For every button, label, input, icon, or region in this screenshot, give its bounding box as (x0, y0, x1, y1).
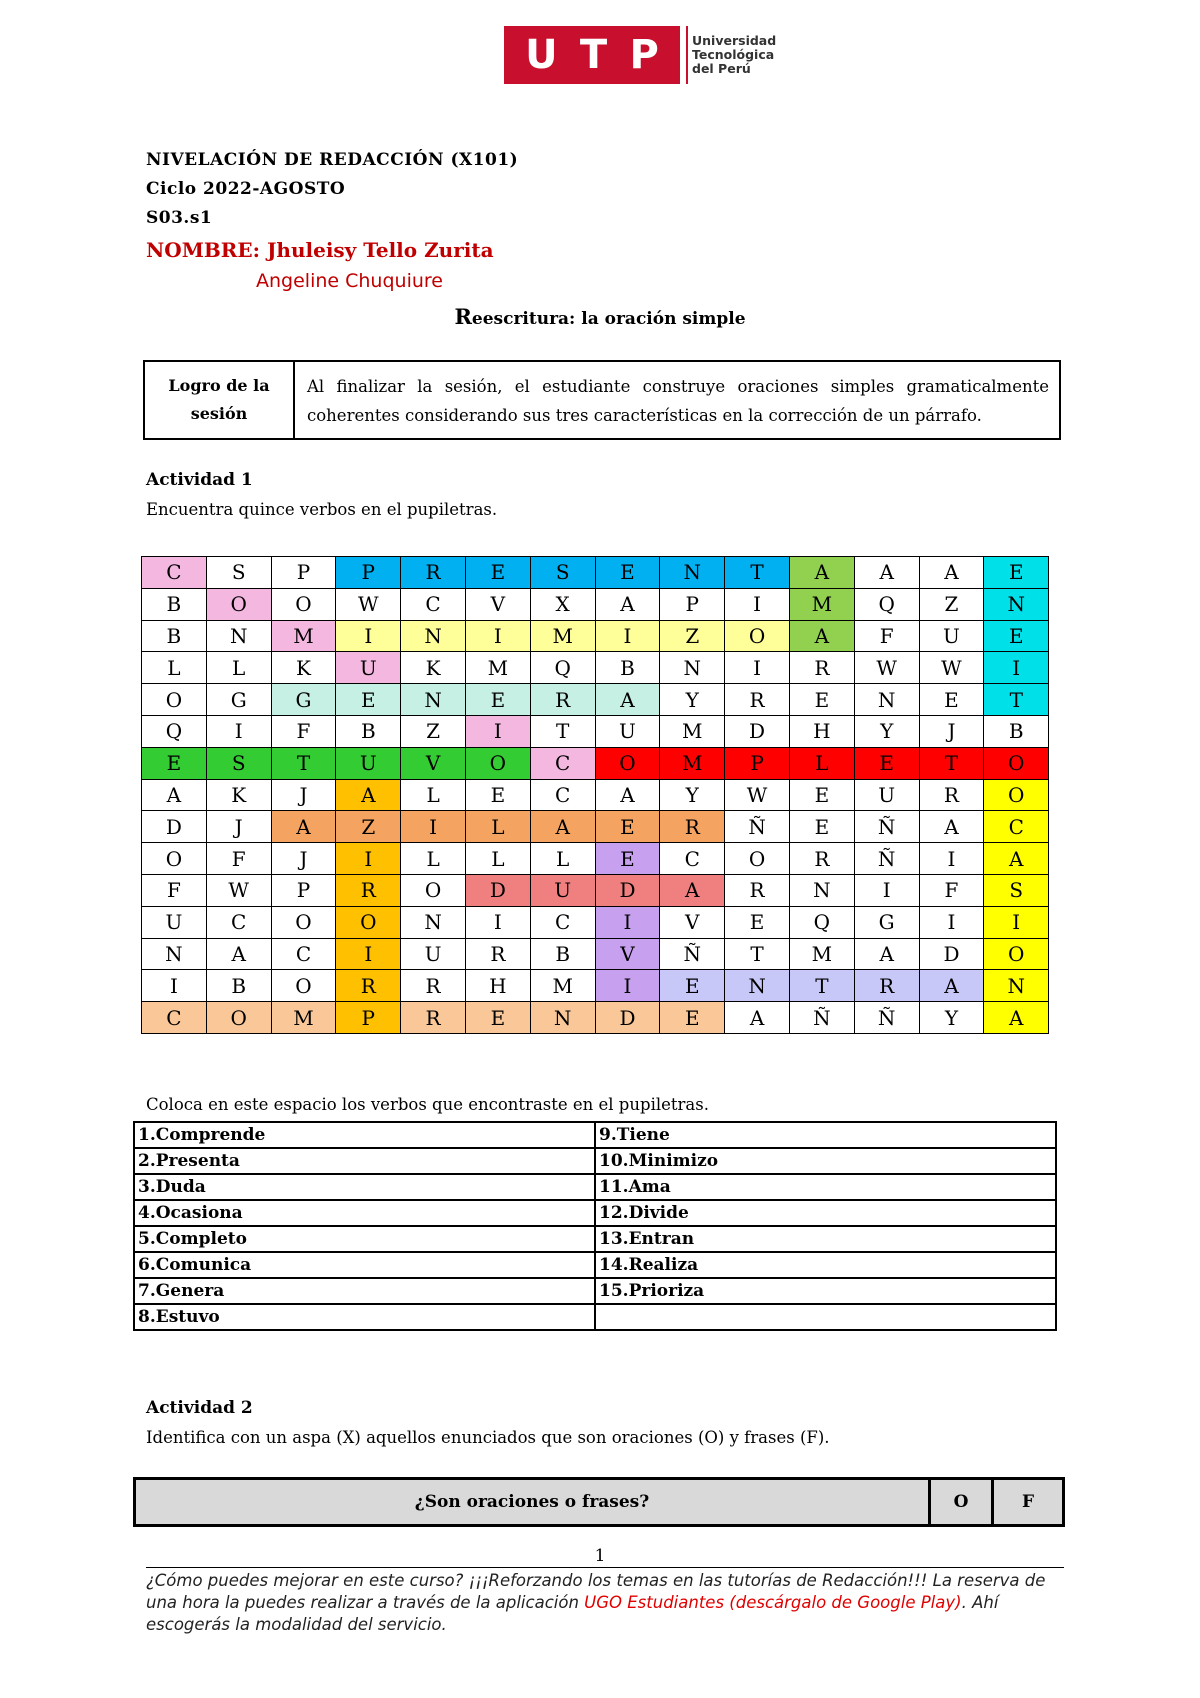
grid-cell: U (336, 747, 401, 779)
grid-cell: T (725, 557, 790, 589)
grid-cell: A (660, 874, 725, 906)
grid-cell: E (595, 811, 660, 843)
grid-cell: A (142, 779, 207, 811)
verbs-row (134, 1174, 1056, 1200)
grid-cell: T (271, 747, 336, 779)
utp-logo-text: Universidad Tecnológica del Perú (692, 33, 777, 76)
grid-cell: C (984, 811, 1049, 843)
verb-cell: 3.Duda (134, 1174, 595, 1200)
grid-row (142, 1002, 1049, 1034)
grid-row (142, 843, 1049, 875)
activity-1-title: Actividad 1 (146, 470, 253, 490)
grid-cell: R (336, 874, 401, 906)
grid-cell: Ñ (789, 1002, 854, 1034)
grid-cell: D (465, 874, 530, 906)
grid-cell: Q (142, 715, 207, 747)
grid-cell: O (271, 970, 336, 1002)
verb-cell: 7.Genera (134, 1278, 595, 1304)
grid-row (142, 684, 1049, 716)
grid-cell: R (789, 652, 854, 684)
logro-text: Al finalizar la sesión, el estudiante construye oraciones simples gramaticalmente coherentes considerando sus tres características en la corrección de un párrafo. (307, 377, 1049, 425)
grid-cell: B (984, 715, 1049, 747)
grid-cell: O (142, 684, 207, 716)
grid-row (142, 652, 1049, 684)
grid-cell: T (530, 715, 595, 747)
grid-cell: M (660, 747, 725, 779)
grid-cell: D (142, 811, 207, 843)
grid-cell: Z (660, 620, 725, 652)
grid-cell: H (789, 715, 854, 747)
grid-cell: P (336, 1002, 401, 1034)
grid-cell: R (854, 970, 919, 1002)
grid-cell: N (984, 588, 1049, 620)
word-search-grid (141, 556, 1049, 1034)
grid-cell: E (789, 779, 854, 811)
grid-cell: V (595, 938, 660, 970)
grid-cell: W (919, 652, 984, 684)
grid-cell: C (401, 588, 466, 620)
grid-cell: N (984, 970, 1049, 1002)
grid-cell: B (142, 588, 207, 620)
verb-cell: 12.Divide (595, 1200, 1056, 1226)
footer-note: ¿Cómo puedes mejorar en este curso? ¡¡¡Reforzando los temas en las tutorías de Redacción!!! La reserva de una hora la puedes realizar a través de la aplicación UGO Estudiantes (descárgalo de Google Play). Ahí escogerás la modalidad del servicio. (146, 1567, 1064, 1636)
grid-cell: U (336, 652, 401, 684)
grid-cell: E (984, 620, 1049, 652)
grid-cell: G (206, 684, 271, 716)
grid-cell: R (465, 938, 530, 970)
grid-cell: B (142, 620, 207, 652)
grid-cell: S (530, 557, 595, 589)
grid-cell: N (530, 1002, 595, 1034)
grid-cell: D (595, 874, 660, 906)
grid-cell: R (660, 811, 725, 843)
grid-cell: I (595, 906, 660, 938)
verb-cell: 10.Minimizo (595, 1148, 1056, 1174)
grid-cell: E (465, 1002, 530, 1034)
grid-cell: C (142, 1002, 207, 1034)
verb-cell (595, 1304, 1056, 1330)
app-name: UGO Estudiantes (descárgalo de Google Play) (584, 1593, 962, 1612)
grid-cell: H (465, 970, 530, 1002)
grid-cell: M (789, 588, 854, 620)
grid-cell: G (854, 906, 919, 938)
grid-cell: R (530, 684, 595, 716)
grid-cell: K (206, 779, 271, 811)
grid-cell: A (919, 970, 984, 1002)
grid-cell: L (465, 811, 530, 843)
grid-cell: E (595, 843, 660, 875)
grid-cell: N (725, 970, 790, 1002)
grid-cell: O (465, 747, 530, 779)
grid-cell: Y (919, 1002, 984, 1034)
grid-cell: W (854, 652, 919, 684)
grid-cell: C (530, 747, 595, 779)
verb-cell: 13.Entran (595, 1226, 1056, 1252)
grid-cell: S (984, 874, 1049, 906)
grid-row (142, 588, 1049, 620)
grid-cell: I (465, 715, 530, 747)
grid-cell: M (789, 938, 854, 970)
grid-cell: O (725, 620, 790, 652)
grid-cell: E (919, 684, 984, 716)
column-f-header: F (991, 1480, 1062, 1524)
student-name-2: Angeline Chuquiure (256, 270, 443, 292)
grid-cell: A (789, 557, 854, 589)
grid-cell: K (401, 652, 466, 684)
grid-row (142, 970, 1049, 1002)
grid-cell: A (530, 811, 595, 843)
grid-cell: M (271, 620, 336, 652)
verb-cell: 9.Tiene (595, 1122, 1056, 1148)
grid-cell: Ñ (854, 843, 919, 875)
grid-cell: N (660, 652, 725, 684)
grid-cell: N (789, 874, 854, 906)
verb-cell: 11.Ama (595, 1174, 1056, 1200)
grid-cell: I (206, 715, 271, 747)
grid-cell: T (984, 684, 1049, 716)
grid-cell: C (142, 557, 207, 589)
grid-cell: I (336, 938, 401, 970)
grid-cell: Y (660, 779, 725, 811)
grid-cell: L (401, 779, 466, 811)
grid-cell: F (142, 874, 207, 906)
grid-cell: E (142, 747, 207, 779)
grid-cell: I (465, 906, 530, 938)
grid-cell: N (854, 684, 919, 716)
grid-row (142, 779, 1049, 811)
grid-cell: I (919, 843, 984, 875)
grid-cell: U (142, 906, 207, 938)
grid-cell: S (206, 747, 271, 779)
grid-cell: E (465, 557, 530, 589)
grid-cell: N (660, 557, 725, 589)
grid-cell: I (142, 970, 207, 1002)
grid-cell: O (142, 843, 207, 875)
grid-cell: B (336, 715, 401, 747)
grid-row (142, 874, 1049, 906)
grid-cell: P (660, 588, 725, 620)
grid-cell: R (725, 874, 790, 906)
grid-cell: N (401, 906, 466, 938)
verb-cell: 15.Prioriza (595, 1278, 1056, 1304)
column-o-header: O (928, 1480, 991, 1524)
grid-cell: F (854, 620, 919, 652)
activity-2-instruction: Identifica con un aspa (X) aquellos enunciados que son oraciones (O) y frases (F). (146, 1428, 830, 1447)
grid-cell: Y (854, 715, 919, 747)
grid-cell: E (465, 684, 530, 716)
grid-cell: C (660, 843, 725, 875)
grid-cell: L (465, 843, 530, 875)
grid-cell: K (271, 652, 336, 684)
grid-cell: B (206, 970, 271, 1002)
grid-cell: P (271, 557, 336, 589)
verb-cell: 1.Comprende (134, 1122, 595, 1148)
grid-cell: U (401, 938, 466, 970)
grid-cell: A (854, 557, 919, 589)
grid-cell: Q (530, 652, 595, 684)
grid-cell: E (854, 747, 919, 779)
grid-row (142, 938, 1049, 970)
grid-cell: Z (919, 588, 984, 620)
grid-cell: X (530, 588, 595, 620)
verbs-row (134, 1252, 1056, 1278)
grid-cell: A (206, 938, 271, 970)
grid-cell: Z (336, 811, 401, 843)
table-header-question: ¿Son oraciones o frases? (414, 1492, 650, 1512)
grid-cell: O (595, 747, 660, 779)
grid-cell: U (854, 779, 919, 811)
grid-cell: I (336, 843, 401, 875)
grid-cell: O (271, 906, 336, 938)
grid-cell: I (336, 620, 401, 652)
grid-cell: J (271, 779, 336, 811)
grid-cell: I (854, 874, 919, 906)
grid-cell: E (336, 684, 401, 716)
grid-cell: A (271, 811, 336, 843)
verbs-row (134, 1148, 1056, 1174)
grid-cell: I (401, 811, 466, 843)
grid-cell: M (660, 715, 725, 747)
grid-row (142, 747, 1049, 779)
grid-cell: L (206, 652, 271, 684)
verb-cell: 6.Comunica (134, 1252, 595, 1278)
grid-cell: A (595, 684, 660, 716)
grid-cell: C (530, 779, 595, 811)
grid-cell: T (789, 970, 854, 1002)
grid-cell: P (336, 557, 401, 589)
grid-cell: C (271, 938, 336, 970)
grid-cell: Ñ (660, 938, 725, 970)
student-name: NOMBRE: Jhuleisy Tello Zurita (146, 238, 494, 262)
course-title: NIVELACIÓN DE REDACCIÓN (X101) (146, 150, 519, 170)
verbs-row (134, 1122, 1056, 1148)
grid-cell: L (142, 652, 207, 684)
grid-cell: O (725, 843, 790, 875)
grid-cell: R (401, 1002, 466, 1034)
grid-cell: A (789, 620, 854, 652)
grid-cell: C (206, 906, 271, 938)
verbs-row (134, 1304, 1056, 1330)
grid-cell: N (142, 938, 207, 970)
grid-cell: A (919, 811, 984, 843)
grid-cell: F (271, 715, 336, 747)
grid-cell: E (789, 811, 854, 843)
grid-cell: Ñ (725, 811, 790, 843)
session-label: S03.s1 (146, 208, 213, 228)
grid-cell: N (401, 620, 466, 652)
grid-cell: O (271, 588, 336, 620)
grid-cell: Q (789, 906, 854, 938)
verb-cell: 8.Estuvo (134, 1304, 595, 1330)
grid-cell: I (725, 588, 790, 620)
grid-cell: J (206, 811, 271, 843)
grid-cell: P (271, 874, 336, 906)
grid-cell: R (725, 684, 790, 716)
grid-cell: I (725, 652, 790, 684)
grid-cell: O (206, 1002, 271, 1034)
grid-cell: M (465, 652, 530, 684)
grid-cell: O (984, 938, 1049, 970)
grid-cell: Y (660, 684, 725, 716)
logro-label: Logro de la sesión (145, 362, 295, 438)
grid-cell: E (660, 970, 725, 1002)
grid-cell: V (401, 747, 466, 779)
grid-cell: F (919, 874, 984, 906)
grid-cell: G (271, 684, 336, 716)
grid-cell: N (401, 684, 466, 716)
grid-cell: I (595, 620, 660, 652)
verb-cell: 14.Realiza (595, 1252, 1056, 1278)
grid-cell: A (595, 588, 660, 620)
grid-cell: E (984, 557, 1049, 589)
grid-cell: W (725, 779, 790, 811)
grid-cell: D (725, 715, 790, 747)
activity-1-instruction: Encuentra quince verbos en el pupiletras. (146, 500, 498, 519)
activity-2-title: Actividad 2 (146, 1398, 253, 1418)
logro-box (143, 360, 1061, 440)
grid-cell: Q (854, 588, 919, 620)
grid-cell: A (984, 843, 1049, 875)
grid-cell: N (206, 620, 271, 652)
grid-cell: L (530, 843, 595, 875)
grid-cell: U (595, 715, 660, 747)
grid-cell: I (919, 906, 984, 938)
grid-row (142, 811, 1049, 843)
grid-cell: V (660, 906, 725, 938)
utp-logo-mark: U T P (504, 26, 680, 84)
grid-row (142, 906, 1049, 938)
grid-cell: Z (401, 715, 466, 747)
grid-cell: E (725, 906, 790, 938)
grid-cell: D (919, 938, 984, 970)
grid-cell: W (206, 874, 271, 906)
grid-cell: O (401, 874, 466, 906)
verbs-table (133, 1121, 1057, 1331)
grid-cell: E (595, 557, 660, 589)
grid-cell: A (919, 557, 984, 589)
oraciones-frases-table (133, 1477, 1065, 1527)
verbs-row (134, 1200, 1056, 1226)
grid-cell: M (530, 970, 595, 1002)
cycle-label: Ciclo 2022-AGOSTO (146, 179, 346, 199)
grid-row (142, 557, 1049, 589)
grid-cell: W (336, 588, 401, 620)
grid-cell: O (984, 747, 1049, 779)
verbs-row (134, 1226, 1056, 1252)
verb-cell: 5.Completo (134, 1226, 595, 1252)
grid-cell: T (725, 938, 790, 970)
grid-cell: O (206, 588, 271, 620)
grid-cell: L (789, 747, 854, 779)
verb-cell: 4.Ocasiona (134, 1200, 595, 1226)
grid-cell: I (595, 970, 660, 1002)
grid-cell: E (789, 684, 854, 716)
grid-cell: O (984, 779, 1049, 811)
verb-cell: 2.Presenta (134, 1148, 595, 1174)
grid-cell: Ñ (854, 811, 919, 843)
grid-cell: P (725, 747, 790, 779)
grid-cell: R (336, 970, 401, 1002)
grid-cell: U (919, 620, 984, 652)
grid-cell: A (595, 779, 660, 811)
grid-cell: A (854, 938, 919, 970)
grid-cell: D (595, 1002, 660, 1034)
grid-cell: O (336, 906, 401, 938)
grid-cell: R (919, 779, 984, 811)
grid-cell: R (401, 557, 466, 589)
grid-cell: I (984, 652, 1049, 684)
grid-cell: A (984, 1002, 1049, 1034)
grid-cell: I (984, 906, 1049, 938)
verbs-row (134, 1278, 1056, 1304)
grid-cell: E (660, 1002, 725, 1034)
verbs-instruction: Coloca en este espacio los verbos que encontraste en el pupiletras. (146, 1095, 709, 1114)
grid-row (142, 620, 1049, 652)
grid-cell: M (530, 620, 595, 652)
grid-cell: C (530, 906, 595, 938)
page-subtitle: Reescritura: la oración simple (454, 304, 746, 329)
grid-cell: M (271, 1002, 336, 1034)
grid-cell: J (271, 843, 336, 875)
grid-cell: I (465, 620, 530, 652)
grid-cell: B (530, 938, 595, 970)
grid-cell: J (919, 715, 984, 747)
utp-logo (504, 26, 776, 84)
page-number: 1 (594, 1546, 606, 1566)
grid-cell: R (789, 843, 854, 875)
grid-cell: B (595, 652, 660, 684)
grid-cell: Ñ (854, 1002, 919, 1034)
grid-row (142, 715, 1049, 747)
grid-cell: U (530, 874, 595, 906)
grid-cell: S (206, 557, 271, 589)
grid-cell: L (401, 843, 466, 875)
grid-cell: V (465, 588, 530, 620)
grid-cell: R (401, 970, 466, 1002)
grid-cell: T (919, 747, 984, 779)
grid-cell: A (336, 779, 401, 811)
grid-cell: A (725, 1002, 790, 1034)
grid-cell: E (465, 779, 530, 811)
grid-cell: F (206, 843, 271, 875)
